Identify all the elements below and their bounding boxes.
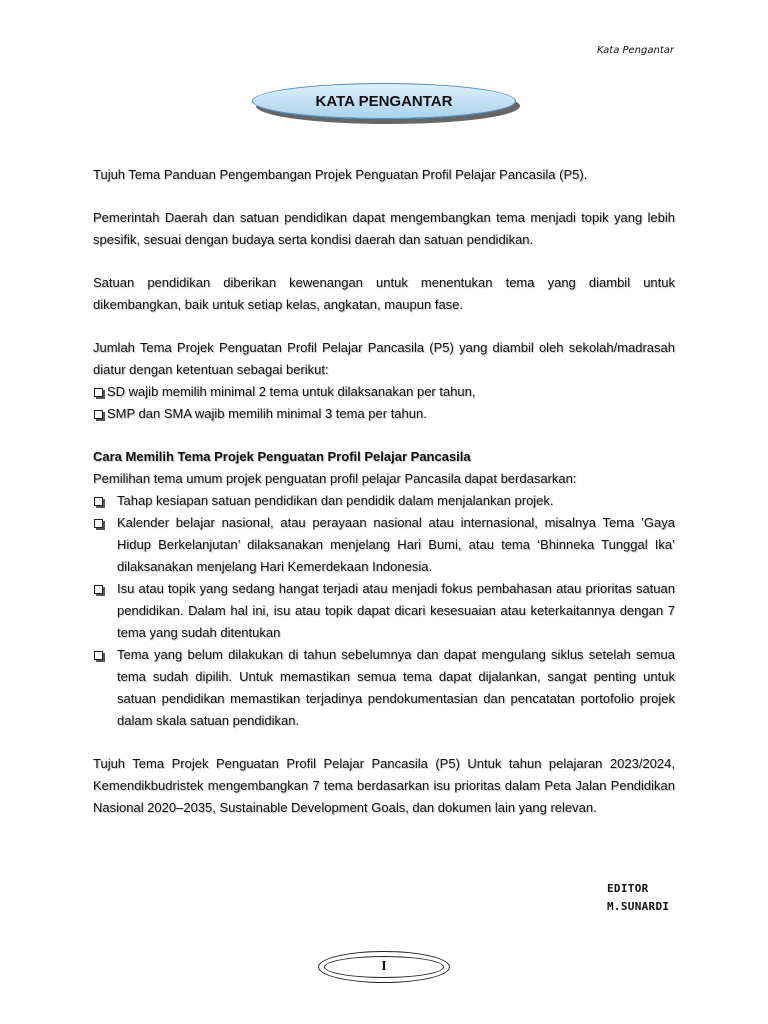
paragraph-intro: Tujuh Tema Panduan Pengembangan Projek Penguatan Profil Pelajar Pancasila (P5). xyxy=(93,167,588,182)
signature-name: M.SUNARDI xyxy=(607,900,670,913)
signature-block xyxy=(607,880,669,916)
page-title: KATA PENGANTAR xyxy=(315,92,453,110)
paragraph-kewenangan: Satuan pendidikan diberikan kewenangan untuk menentukan tema yang diambil untuk dikembangkan, baik untuk setiap kelas, angkatan, maupun fase. xyxy=(93,275,675,312)
document-body xyxy=(93,164,675,840)
list-item: Tahap kesiapan satuan pendidikan dan pendidik dalam menjalankan projek. xyxy=(93,490,675,512)
criteria-list xyxy=(93,490,675,732)
signature-role: EDITOR xyxy=(607,882,649,895)
title-badge xyxy=(252,83,516,119)
paragraph-daerah: Pemerintah Daerah dan satuan pendidikan dapat mengembangkan tema menjadi topik yang lebih spesifik, sesuai dengan budaya serta kondisi daerah dan satuan pendidikan. xyxy=(93,210,675,247)
page-number-badge xyxy=(318,951,450,983)
section-intro: Pemilihan tema umum projek penguatan profil pelajar Pancasila dapat berdasarkan: xyxy=(93,471,577,486)
running-header: Kata Pengantar xyxy=(596,45,674,56)
list-item: Kalender belajar nasional, atau perayaan nasional atau internasional, misalnya Tema ’Gaya Hidup Berkelanjutan’ dilaksanakan menjelang Hari Bumi, atau tema ‘Bhinneka Tunggal Ika’ dilaksanakan menjelang Hari Kemerdekaan Indonesia. xyxy=(93,512,675,578)
paragraph-closing: Tujuh Tema Projek Penguatan Profil Pelajar Pancasila (P5) Untuk tahun pelajaran 2023/2024, Kemendikbudristek mengembangkan 7 tema berdasarkan isu prioritas dalam Peta Jalan Pendidikan Nasional 2020–2035, Sustainable Development Goals, dan dokumen lain yang relevan. xyxy=(93,756,675,815)
rules-list xyxy=(93,381,675,425)
list-item: SMP dan SMA wajib memilih minimal 3 tema per tahun. xyxy=(93,403,675,425)
section-heading: Cara Memilih Tema Projek Penguatan Profil Pelajar Pancasila xyxy=(93,449,471,464)
list-item: Isu atau topik yang sedang hangat terjadi atau menjadi fokus pembahasan atau prioritas satuan pendidikan. Dalam hal ini, isu atau topik dapat dicari kesesuaian atau keterkaitannya dengan 7 tema yang sudah ditentukan xyxy=(93,578,675,644)
list-item: SD wajib memilih minimal 2 tema untuk dilaksanakan per tahun, xyxy=(93,381,675,403)
list-item: Tema yang belum dilakukan di tahun sebelumnya dan dapat mengulang siklus setelah semua tema sudah dipilih. Untuk memastikan semua tema dapat dijalankan, sangat penting untuk satuan pendidikan memastikan terjadinya pendokumentasian dan pencatatan portofolio projek dalam skala satuan pendidikan. xyxy=(93,644,675,732)
paragraph-jumlah-tema: Jumlah Tema Projek Penguatan Profil Pelajar Pancasila (P5) yang diambil oleh sekolah/madrasah diatur dengan ketentuan sebagai berikut: xyxy=(93,340,675,377)
page-number: I xyxy=(381,959,387,974)
